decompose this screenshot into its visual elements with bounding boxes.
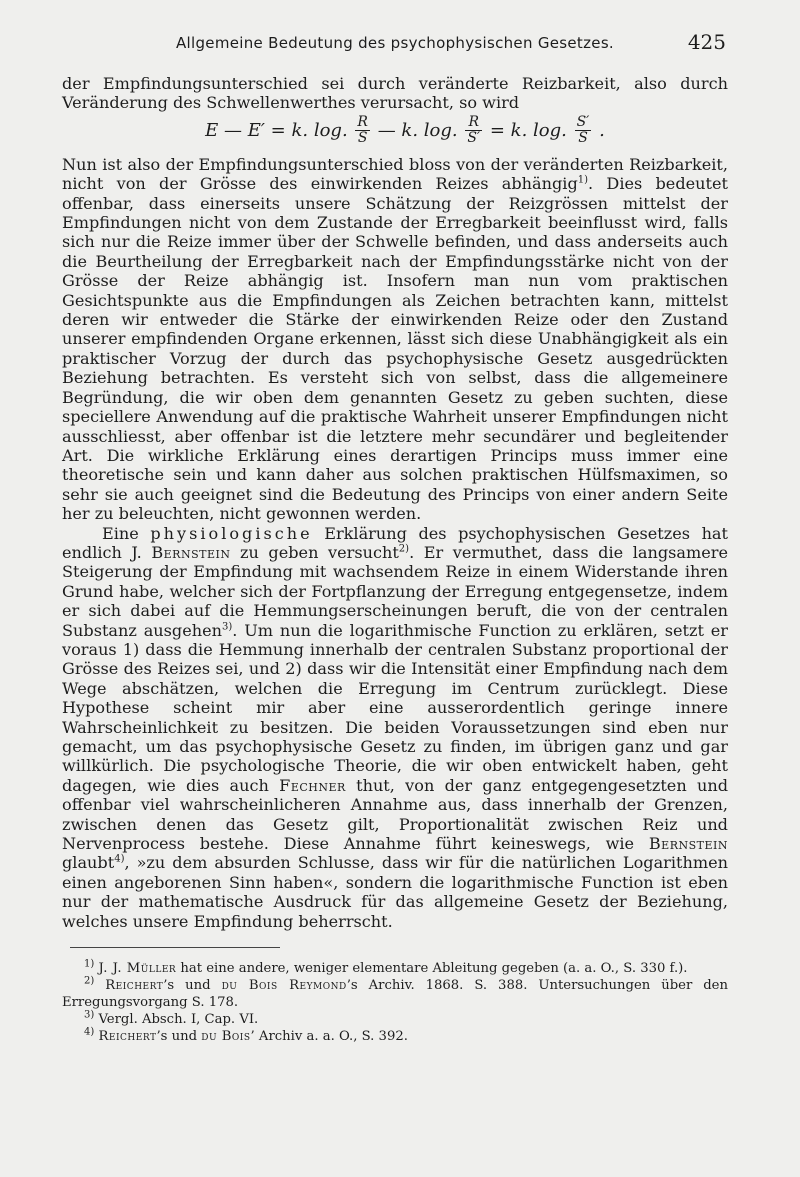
- footnote-ref-3[interactable]: 3): [222, 621, 233, 633]
- page-number: 425: [687, 30, 726, 54]
- footnote-ref-number: 1: [577, 174, 585, 186]
- paragraph-independence: [62, 155, 728, 524]
- footnote-text: Vergl. Absch. I, Cap. VI.: [98, 1012, 259, 1028]
- author-name: Bernstein: [648, 834, 728, 854]
- fraction-numerator: S′: [576, 114, 590, 131]
- footnote-4: [62, 1028, 728, 1045]
- footnote-text: ’s und: [163, 978, 222, 994]
- footnote-text: ’s und: [156, 1029, 202, 1045]
- paragraph-text: zu geben versucht: [230, 542, 399, 562]
- footnote-3: [62, 1011, 728, 1028]
- paragraph-text: . Um nun die logarithmische Function zu erklären, setzt er voraus 1) dass die Hemmung innerhalb der centralen Substanz proportional der Grösse des Reizes sei, und 2) dass wir die Intensität einer Empfindung nach dem Wege abschätzen, welchen die Erregung im Centrum zurücklegt. Diese Hypothese scheint mir aber eine ausserordentlich geringe innere Wahrscheinlichkeit zu besitzen. Die beiden Voraussetzungen sind eben nur gemacht, um das psychophysische Gesetz zu finden, im übrigen ganz und gar willkürlich. Die psychologische Theorie, die wir oben entwickelt haben, geht dagegen, wie dies auch: [62, 620, 728, 795]
- paragraph-text: . Er vermuthet, dass die langsamere Steigerung der Empfindung mit wachsendem Reize in einem Widerstande ihren Grund habe, welcher sich der Fortpflanzung der Erregung entgegensetze, indem er sich dabei auf die Hemmungserscheinungen beruft, die von der centralen Substanz ausgehen: [62, 542, 728, 640]
- fraction-denominator: S: [578, 130, 588, 147]
- paragraph-text: , »zu dem absurden Schlusse, dass wir für die natürlichen Logarithmen einen angeborenen Sinn haben«, sondern die logarithmische Function ist eben nur der mathematische Ausdruck für das allgemeine Gesetz der Beziehung, welches unsere Empfindung beherrscht.: [62, 853, 728, 931]
- author-name: Bernstein: [151, 542, 231, 562]
- footnote-ref-number: 4: [114, 854, 121, 866]
- footnote-ref-number: 2: [398, 543, 406, 555]
- footnote-mark-number: 4: [84, 1026, 91, 1038]
- author-name: Fechner: [279, 775, 346, 795]
- formula-equals-term: = k. log.: [489, 119, 567, 141]
- formula-minus-term: — k. log.: [377, 119, 458, 141]
- book-page: [62, 30, 728, 1045]
- formula-end: .: [599, 119, 605, 141]
- footnote-mark-number: 3: [84, 1009, 91, 1021]
- footnote-ref-1[interactable]: 1): [577, 174, 589, 186]
- footnote-text: hat eine andere, weniger elementare Ableitung gegeben (a. a. O., S. 330 f.).: [176, 961, 688, 977]
- footnotes: [62, 960, 728, 1045]
- author-name: du Bois Reymond: [221, 978, 347, 994]
- footnote-mark: 3): [84, 1009, 95, 1021]
- footnote-mark: 1): [84, 958, 95, 970]
- paragraph-text: thut, von der ganz entgegengesetzten und offenbar viel wahrscheinlicheren Annahme aus, dass innerhalb der Grenzen, zwischen denen das Gesetz gilt, Proportionalität zwischen Reiz und Nervenprocess bestehe. Diese Annahme führt keineswegs, wie: [62, 775, 729, 854]
- formula: [82, 113, 728, 153]
- fraction-numerator: R: [357, 114, 368, 131]
- author-name: Reichert: [105, 978, 164, 994]
- author-name: du Bois: [201, 1029, 251, 1045]
- running-title: Allgemeine Bedeutung des psychophysischen Gesetzes.: [175, 34, 615, 52]
- fraction-r-over-s: [355, 115, 370, 146]
- footnote-mark-number: 2: [84, 975, 91, 987]
- formula-lhs: E — E′ = k. log.: [205, 119, 348, 141]
- footnote-ref-2[interactable]: 2): [398, 543, 410, 555]
- paragraph-text: Nun ist also der Empfindungsunterschied bloss von der veränderten Reizbarkeit, nicht von der Grösse des einwirkenden Reizes abhängig: [62, 154, 728, 194]
- footnote-mark-number: 1: [84, 958, 91, 970]
- footnote-divider: [70, 947, 280, 948]
- footnote-text: ’s Archiv. 1868. S. 388. Untersuchungen über den Erregungsvorgang S. 178.: [62, 978, 728, 1011]
- footnote-1: [62, 960, 728, 977]
- fraction-denominator: S′: [467, 130, 481, 147]
- body-text: [62, 74, 728, 931]
- paragraph-opening: der Empfindungsunterschied sei durch veränderte Reizbarkeit, also durch Veränderung des Schwellenwerthes verursacht, so wird: [62, 74, 728, 113]
- footnote-ref-4[interactable]: 4): [114, 854, 125, 866]
- paragraph-text: . Dies bedeutet offenbar, dass einerseits unsere Schätzung der Reizgrössen mittelst der Empfindungen nicht von dem Zustande der Erregbarkeit beeinflusst wird, falls sich nur die Reize immer über der Schwelle befinden, und dass anderseits auch die Beurtheilung der Erregbarkeit nach der Empfindungsstärke nicht von der Grösse der Reize abhängig ist. Insofern man nun vom praktischen Gesichtspunkte aus die Empfindungen als Zeichen betrachten kann, mittelst deren wir entweder die Stärke der einwirkenden Reize oder den Zustand unserer empfindenden Organe erkennen, lässt sich diese Unabhängigkeit als ein praktischer Vorzug der durch das psychophysische Gesetz ausgedrückten Beziehung betrachten. Es versteht sich von selbst, dass die allgemeinere Begründung, die wir oben dem genannten Gesetz zu geben suchten, diese speciellere Anwendung auf die praktische Wahrheit unserer Empfindungen nicht ausschliesst, aber offenbar ist die letztere mehr secundärer und begleitender Art. Die wirkliche Erklärung eines derartigen Princips muss immer eine theoretische sein und kann daher aus solchen praktischen Hülfsmaximen, so sehr sie auch geeignet sind die Bedeutung des Princips von einer andern Seite her zu beleuchten, nicht gewonnen werden.: [62, 174, 728, 524]
- emphasis-spaced: physiologische: [150, 523, 313, 543]
- footnote-text: ’ Archiv a. a. O., S. 392.: [250, 1029, 408, 1045]
- footnote-mark: 4): [84, 1026, 95, 1038]
- paragraph-physiological: [62, 524, 728, 932]
- footnote-2: [62, 977, 728, 1011]
- page-header: [62, 30, 728, 60]
- footnote-mark: 2): [84, 975, 95, 987]
- paragraph-text: Erklärung des psychophysischen Gesetzes hat endlich J.: [62, 523, 728, 562]
- author-name: Reichert: [98, 1029, 157, 1045]
- fraction-r-over-s-prime: [465, 115, 482, 146]
- fraction-denominator: S: [357, 130, 368, 147]
- paragraph-text: Eine: [102, 523, 151, 543]
- fraction-numerator: R: [465, 115, 482, 131]
- footnote-ref-number: 3: [222, 621, 229, 633]
- paragraph-text: glaubt: [62, 853, 115, 873]
- fraction-s-prime-over-s: [575, 115, 592, 146]
- author-name: J. J. Müller: [98, 961, 177, 977]
